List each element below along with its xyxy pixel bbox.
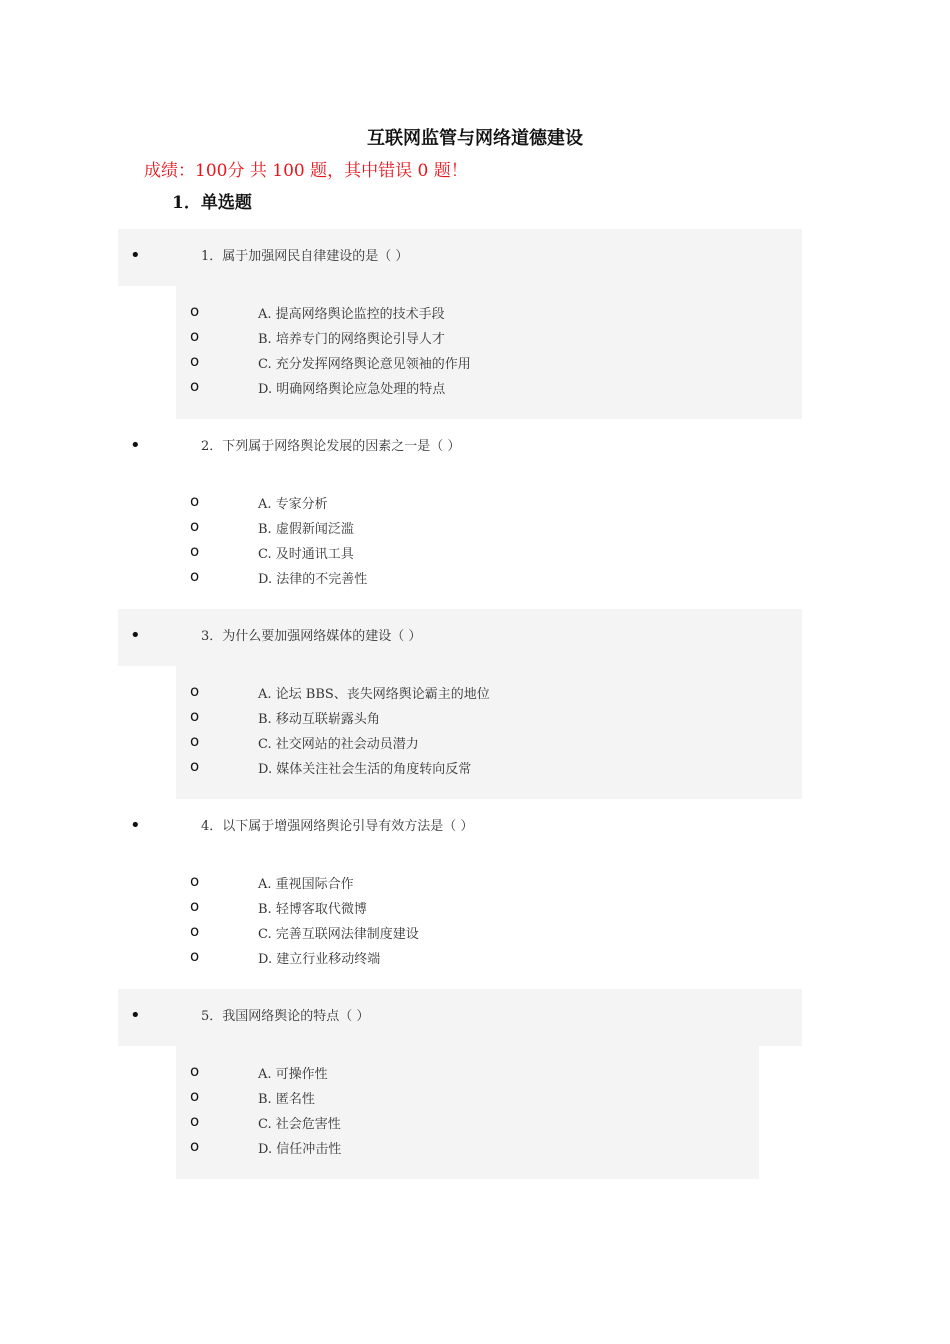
option-text: D. 建立行业移动终端 [258,952,381,967]
option-a[interactable] [176,1060,759,1082]
option-c[interactable] [176,350,802,372]
option-text: D. 法律的不完善性 [258,572,368,587]
options-2 [176,476,802,609]
option-bullet-icon: o [190,897,200,915]
section-heading: 1．单选题 [172,193,252,213]
question-text: 5．我国网络舆论的特点（ ） [201,1009,370,1024]
option-bullet-icon: o [190,682,200,700]
option-text: C. 及时通讯工具 [258,547,354,562]
option-text: B. 移动互联崭露头角 [258,712,380,727]
options-3 [176,666,802,799]
option-c[interactable] [176,540,802,562]
option-d[interactable] [176,565,802,587]
option-text: C. 完善互联网法律制度建设 [258,927,419,942]
option-a[interactable] [176,680,802,702]
option-text: C. 社交网站的社会动员潜力 [258,737,419,752]
option-text: B. 培养专门的网络舆论引导人才 [258,332,445,347]
option-text: C. 充分发挥网络舆论意见领袖的作用 [258,357,471,372]
score-summary: 成绩：100分 共 100 题，其中错误 0 题！ [144,161,468,181]
option-text: B. 轻博客取代微博 [258,902,367,917]
option-text: A. 提高网络舆论监控的技术手段 [258,307,445,322]
question-text: 2．下列属于网络舆论发展的因素之一是（ ） [201,439,461,454]
option-text: D. 明确网络舆论应急处理的特点 [258,382,446,397]
option-bullet-icon: o [190,352,200,370]
option-d[interactable] [176,375,802,397]
option-b[interactable] [176,1085,759,1107]
option-b[interactable] [176,515,802,537]
option-b[interactable] [176,705,802,727]
option-bullet-icon: o [190,757,200,775]
option-bullet-icon: o [190,922,200,940]
question-text: 4．以下属于增强网络舆论引导有效方法是（ ） [201,819,474,834]
option-text: A. 可操作性 [258,1067,328,1082]
option-text: D. 信任冲击性 [258,1142,342,1157]
option-bullet-icon: o [190,517,200,535]
question-5 [118,989,802,1046]
option-c[interactable] [176,1110,759,1132]
bullet-icon: • [130,435,141,456]
question-2 [118,419,802,476]
question-4 [118,799,802,856]
option-d[interactable] [176,1135,759,1157]
option-bullet-icon: o [190,947,200,965]
question-text: 3．为什么要加强网络媒体的建设（ ） [201,629,422,644]
options-5 [176,1046,759,1179]
option-text: A. 重视国际合作 [258,877,354,892]
option-text: C. 社会危害性 [258,1117,341,1132]
option-bullet-icon: o [190,542,200,560]
option-d[interactable] [176,945,802,967]
question-3 [118,609,802,666]
option-c[interactable] [176,920,802,942]
bullet-icon: • [130,245,141,266]
option-a[interactable] [176,870,802,892]
option-bullet-icon: o [190,1087,200,1105]
options-4 [176,856,802,989]
option-c[interactable] [176,730,802,752]
page-title: 互联网监管与网络道德建设 [367,128,583,149]
option-bullet-icon: o [190,302,200,320]
bullet-icon: • [130,625,141,646]
option-text: D. 媒体关注社会生活的角度转向反常 [258,762,472,777]
question-text: 1．属于加强网民自律建设的是（ ） [201,249,409,264]
option-d[interactable] [176,755,802,777]
option-bullet-icon: o [190,567,200,585]
bullet-icon: • [130,815,141,836]
option-bullet-icon: o [190,732,200,750]
bullet-icon: • [130,1005,141,1026]
option-text: B. 匿名性 [258,1092,315,1107]
option-text: A. 专家分析 [258,497,328,512]
option-bullet-icon: o [190,707,200,725]
options-1 [176,286,802,419]
option-bullet-icon: o [190,327,200,345]
option-bullet-icon: o [190,492,200,510]
option-bullet-icon: o [190,872,200,890]
option-b[interactable] [176,895,802,917]
option-b[interactable] [176,325,802,347]
option-bullet-icon: o [190,1062,200,1080]
option-a[interactable] [176,300,802,322]
option-bullet-icon: o [190,377,200,395]
option-text: A. 论坛 BBS、丧失网络舆论霸主的地位 [258,687,490,702]
option-text: B. 虚假新闻泛滥 [258,522,354,537]
question-1 [118,229,802,286]
option-a[interactable] [176,490,802,512]
option-bullet-icon: o [190,1112,200,1130]
option-bullet-icon: o [190,1137,200,1155]
